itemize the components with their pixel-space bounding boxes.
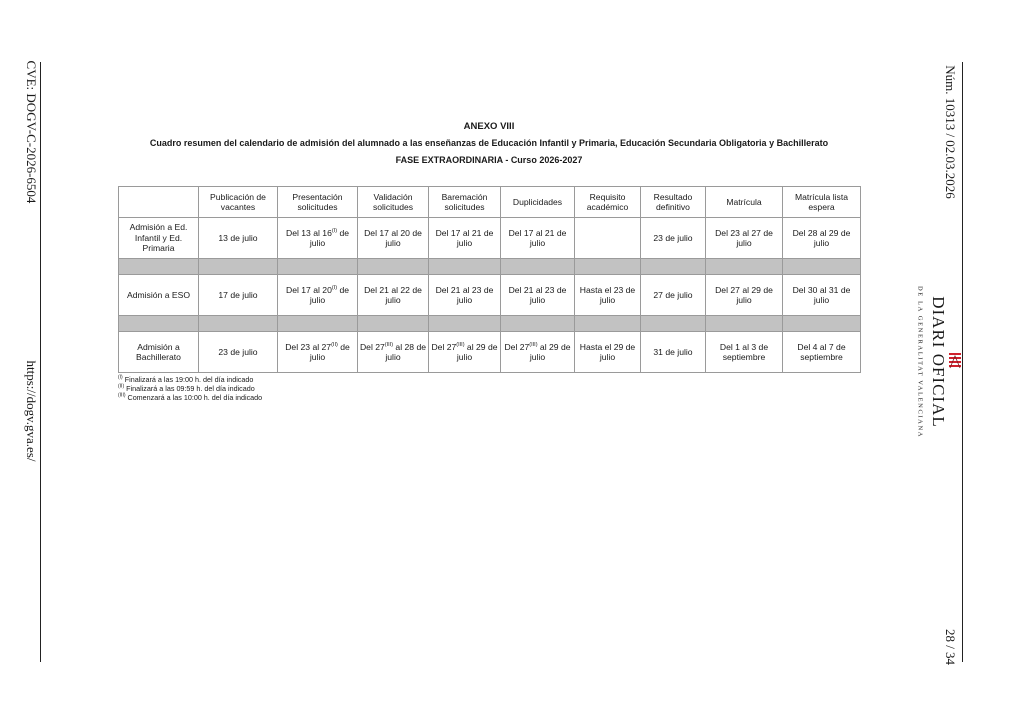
table-cell: 17 de julio [199,275,278,316]
table-cell [278,275,358,316]
table-cell: 31 de julio [641,332,706,373]
footnote-mark: (II) [331,341,338,348]
cell-text: al 29 de julio [456,341,498,362]
footnote-text: Finalizará a las 09:59 h. del día indicado [124,384,255,394]
header-cell: Matrícula [706,187,783,218]
cell-text: al 29 de julio [529,341,571,362]
footnote-mark: (III) [384,341,394,348]
admission-calendar-table [118,186,861,373]
logo-name: DIARI OFICIAL [929,296,948,428]
table-cell [358,332,429,373]
header-cell [119,187,199,218]
table-cell [429,332,501,373]
table-row [119,218,861,259]
separator-row [119,259,861,275]
table-cell [575,218,641,259]
footnote-mark: (I) [331,227,338,234]
header-cell: Baremación solicitudes [429,187,501,218]
diari-oficial-logo [912,282,962,442]
footnote-mark: (III) [529,341,538,348]
header-cell: Publicación de vacantes [199,187,278,218]
table-cell: Del 27 al 29 de julio [706,275,783,316]
footnote [118,375,860,384]
table-cell: Hasta el 29 de julio [575,332,641,373]
table-cell: Del 30 al 31 de julio [783,275,861,316]
table-cell [278,218,358,259]
issue-number: Núm. 10313 / 02.03.2026 [943,65,958,199]
footnote-mark: (II) [118,383,125,390]
left-margin-rule [40,62,41,662]
row-label: Admisión a ESO [119,275,199,316]
header-cell: Matrícula lista espera [783,187,861,218]
table-cell: Del 28 al 29 de julio [783,218,861,259]
table-cell: 23 de julio [641,218,706,259]
cell-text: Del 27 [504,341,530,352]
source-url: https://dogv.gva.es/ [24,360,39,462]
cell-text: Del 27 [431,341,457,352]
table-cell: Del 17 al 21 de julio [429,218,501,259]
table-cell: Hasta el 23 de julio [575,275,641,316]
footnote-mark: (I) [118,374,123,381]
cell-text: Del 27 [359,341,385,352]
table-row [119,332,861,373]
header-cell: Validación solicitudes [358,187,429,218]
table-cell: Del 4 al 7 de septiembre [783,332,861,373]
header-cell: Requisito académico [575,187,641,218]
table-cell: 13 de julio [199,218,278,259]
header-cell: Duplicidades [501,187,575,218]
footnote-text: Finalizará a las 19:00 h. del día indicado [122,375,254,384]
separator-row [119,316,861,332]
table-cell: Del 1 al 3 de septiembre [706,332,783,373]
footnote-text: Comenzará a las 10:00 h. del día indicado [125,393,263,403]
right-margin-rule [962,62,963,662]
logo-subtitle: DE LA GENERALITAT VALENCIANA [916,285,924,439]
footnote-mark: (III) [456,341,465,348]
table-cell: Del 23 al 27 de julio [706,218,783,259]
header-cell: Presentación solicitudes [278,187,358,218]
cell-text: Del 17 al 20 [285,284,332,295]
table-header-row [119,187,861,218]
table-cell: 27 de julio [641,275,706,316]
table-cell [501,332,575,373]
table-row [119,275,861,316]
left-margin [22,62,40,662]
header-cell: Resultado definitivo [641,187,706,218]
row-label: Admisión a Ed. Infantil y Ed. Primaria [119,218,199,259]
cell-text: de julio [309,341,350,362]
annex-heading: ANEXO VIII [463,121,515,132]
cell-text: de julio [309,227,350,248]
table-cell: Del 21 al 22 de julio [358,275,429,316]
footnote [118,393,860,402]
table-cell: Del 21 al 23 de julio [429,275,501,316]
cell-text: de julio [309,284,350,305]
document-title: Cuadro resumen del calendario de admisión del alumnado a las enseñanzas de Educación Infantil y Primaria, Educación Secundaria Obligatoria y Bachillerato [149,138,829,148]
table-cell: Del 17 al 21 de julio [501,218,575,259]
table-cell: Del 17 al 20 de julio [358,218,429,259]
footnote-mark: (I) [331,284,338,291]
footnotes [118,375,860,403]
footnote [118,384,860,393]
document-content [118,121,860,403]
cell-text: Del 13 al 16 [285,227,332,238]
generalitat-emblem-icon [948,352,962,370]
phase-heading: FASE EXTRAORDINARIA - Curso 2026-2027 [395,155,583,165]
page-number: 28 / 34 [943,628,958,666]
cve-code: CVE: DOGV-C-2026-6504 [24,60,39,204]
table-cell: Del 21 al 23 de julio [501,275,575,316]
footnote-mark: (III) [118,393,126,400]
cell-text: Del 23 al 27 [285,341,332,352]
row-label: Admisión a Bachillerato [119,332,199,373]
table-cell: 23 de julio [199,332,278,373]
table-cell [278,332,358,373]
cell-text: al 28 de julio [385,341,427,362]
